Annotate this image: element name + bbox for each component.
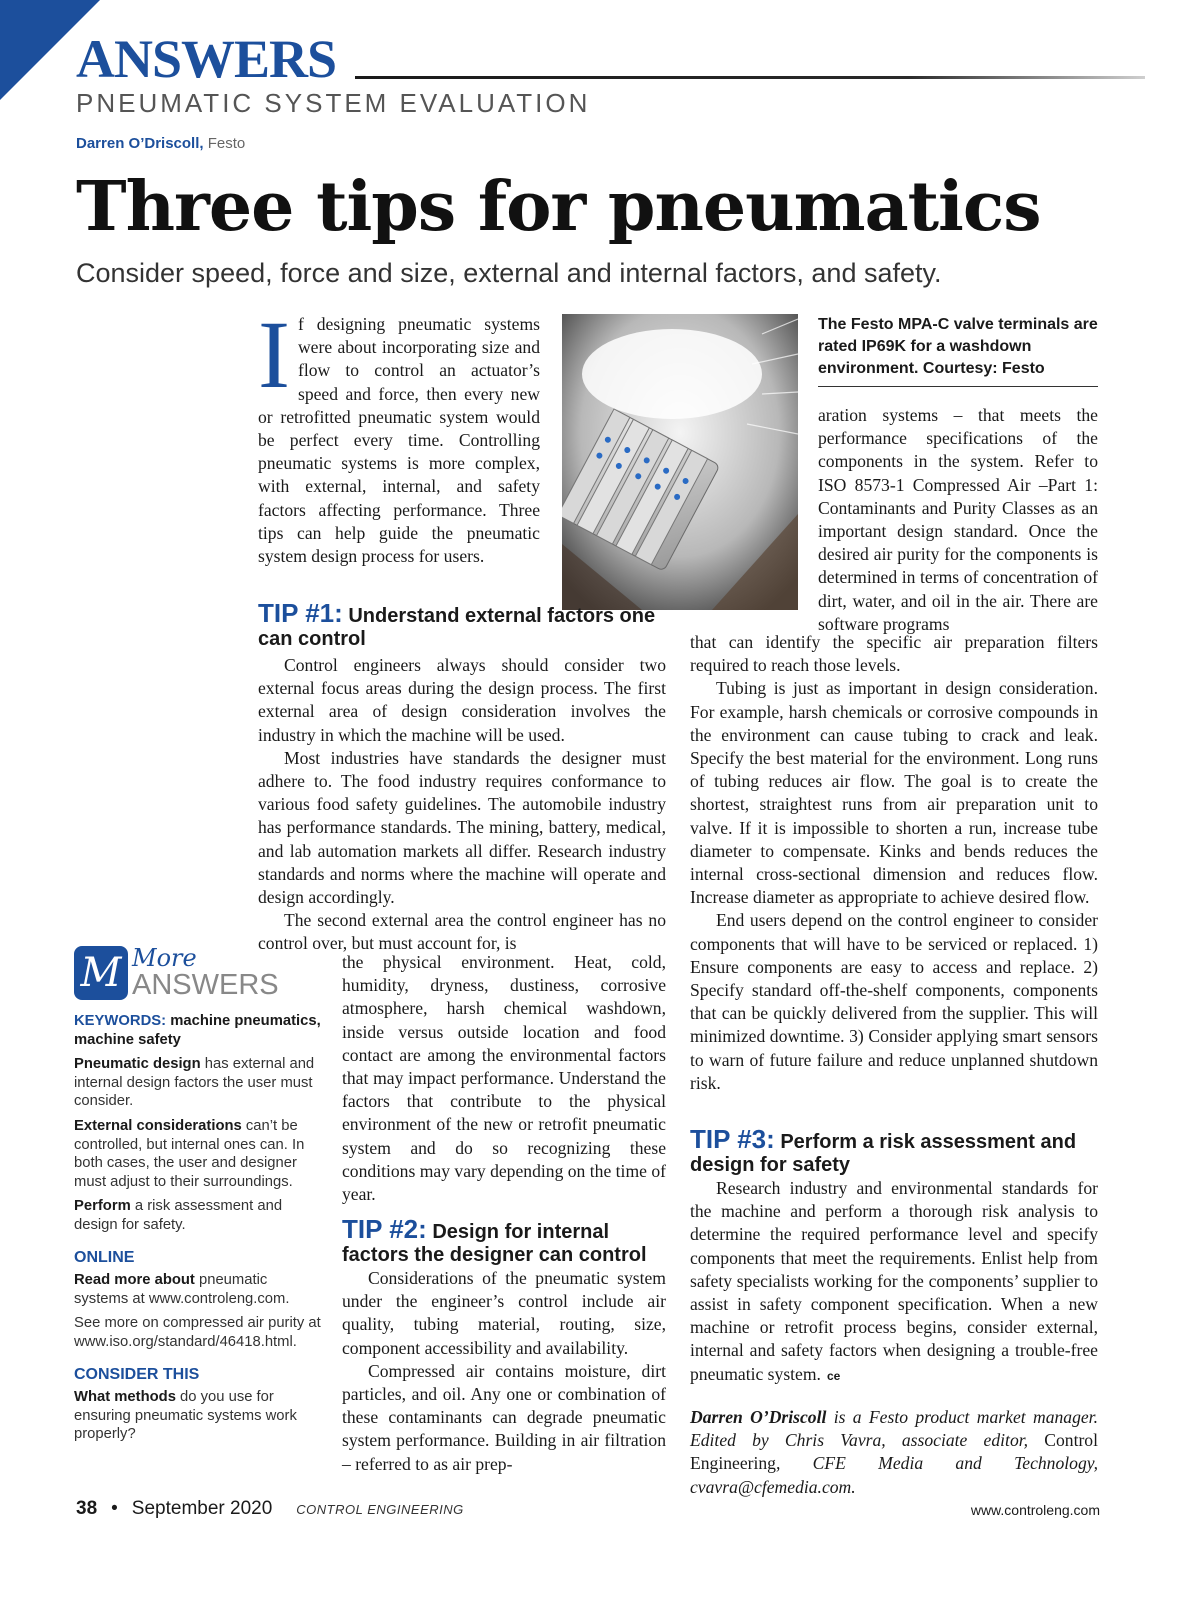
sidebar-item-text: has external and internal design factors the user must consider. <box>74 1056 315 1110</box>
keywords-label: KEYWORDS: <box>74 1013 167 1029</box>
sidebar-item <box>74 1197 322 1234</box>
sidebar-item-text: a risk assessment and design for safety. <box>74 1198 283 1233</box>
magazine-name: CONTROL ENGINEERING <box>296 1502 464 1517</box>
sidebar-item-bold: Perform <box>74 1198 131 1215</box>
tip2-title: Design for internal factors the designer can control <box>342 1221 647 1266</box>
sidebar-item <box>74 1055 322 1111</box>
tip3-text: Research industry and environmental standards for the machine and perform a thorough risk analysis to determine the required performance level and specify components that meet the requirements. Enlist help from safety specialists working for the components’ supplier to assist in safety component specification. When a new machine or retrofit process begins, consider external, internal and safety factors when designing a trouble-free pneumatic system. <box>690 1178 1098 1384</box>
author-company: Festo <box>207 135 246 152</box>
tip3-paragraph-1 <box>690 1177 1098 1388</box>
author-name: Darren O’Driscoll, <box>76 135 204 152</box>
tip1-paragraph-2: Most industries have standards the designer must adhere to. The food industry requires conformance to various food safety guidelines. The automobile industry has performance standards. The mining, battery, medical, and lab automation markets all differ. Research industry standards and norms where the machine will operate and design accordingly. <box>258 747 666 908</box>
col3-paragraph-2: Tubing is just as important in design consideration. For example, harsh chemicals or corrosive compounds in the environment can cause tubing to crack and leak. Specify the best material for the environment. Long runs of tubing reduces air flow. The goal is to create the shortest, straightest runs from air preparation unit to valve. If it is impossible to shorten a run, increase tube diameter to compensate. Kinks and bends reduces the internal cross-sectional dimension and reduces flow. Increase diameter as appropriate to achieve desired flow. <box>690 678 1098 908</box>
online-link[interactable] <box>74 1271 322 1308</box>
logo-more: More <box>132 944 197 972</box>
tip1-number: TIP #1: <box>258 598 343 628</box>
sidebar-item <box>74 1117 322 1191</box>
column3-top <box>818 404 1098 636</box>
iso-link[interactable]: See more on compressed air purity at www.iso.org/standard/46418.html. <box>74 1315 321 1350</box>
footer-left <box>76 1498 464 1520</box>
tip2-number: TIP #2: <box>342 1214 427 1244</box>
tip1-heading <box>258 598 666 651</box>
more-answers-sidebar <box>74 946 322 1450</box>
consider-question <box>74 1388 322 1444</box>
sidebar-item-bold: Pneumatic design <box>74 1056 201 1073</box>
online-heading: ONLINE <box>74 1248 135 1266</box>
tip1-body <box>258 654 666 956</box>
intro-text <box>258 301 540 568</box>
footer-url[interactable]: www.controleng.com <box>970 1502 1100 1518</box>
sidebar-item-text: can’t be controlled, but internal ones can. In both cases, the user and designer must adjust to their surroundings. <box>74 1117 305 1190</box>
intro-paragraph: f designing pneumatic systems were about incorporating size and flow to control an actuator’s speed and force, then every new or retrofitted pneumatic system would be perfect every time. Controlling pneumatic systems is more complex, with external, internal, and safety factors affecting performance. Three tips can help guide the pneumatic system design process for users. <box>258 314 540 567</box>
page-number: 38 <box>76 1498 98 1519</box>
tip3-section <box>690 1124 1098 1388</box>
online-bold: Read more about <box>74 1272 195 1289</box>
author-bio <box>690 1406 1098 1499</box>
issue-date: September 2020 <box>131 1498 273 1519</box>
tip2-paragraph-1: Considerations of the pneumatic system under the engineer’s control include air quality, tubing material, routing, size, component accessibility and availability. <box>342 1268 666 1358</box>
consider-bold: What methods <box>74 1389 176 1406</box>
bio-tail: , CFE Media and Technology, cvavra@cfemedia.com. <box>690 1453 1098 1497</box>
header-rule <box>355 76 1145 79</box>
byline <box>76 135 245 152</box>
drop-cap: I <box>258 301 290 408</box>
keywords <box>74 1012 322 1049</box>
logo-answers: ANSWERS <box>132 969 279 1001</box>
tip1-continued <box>342 951 666 1206</box>
sidebar-item-bold: External considerations <box>74 1117 242 1134</box>
tip1-paragraph-3-continued: the physical environment. Heat, cold, humidity, dryness, dustiness, corrosive atmosphere, harsh chemical washdown, inside versus outside location and food contact are among the environmental factors that may impact performance. Understand the factors that contribute to the physical environment of the new or retrofit pneumatic system and do so recognizing these conditions may vary depending on the time of year. <box>342 952 666 1205</box>
col3-paragraph-1a: aration systems – that meets the performance specifications of the components in the system. Refer to ISO 8573-1 Compressed Air –Part 1: Contaminants and Purity Classes as an important design standard. Once the desired air purity for the components is determined in terms of concentration of dirt, water, and oil in the air. There are software programs <box>818 405 1098 634</box>
more-answers-logo <box>74 946 322 1002</box>
logo-m: M <box>74 946 128 1000</box>
tip2-paragraph-2: Compressed air contains moisture, dirt particles, and oil. Any one or combination of these contaminants can degrade pneumatic system performance. Building in air filtration – referred to as air prep- <box>342 1360 666 1474</box>
tip2-section <box>342 1214 666 1476</box>
keywords-text: machine pneumatics, machine safety <box>74 1013 321 1048</box>
consider-text: do you use for ensuring pneumatic systems work properly? <box>74 1389 297 1443</box>
bio-publication: Control Engineering <box>690 1430 1098 1474</box>
col3-paragraph-1b: that can identify the specific air preparation filters required to reach those levels. <box>690 632 1098 676</box>
tip1-title: Understand external factors one can control <box>258 605 656 650</box>
column3-body <box>690 631 1098 1095</box>
bio-name: Darren O’Driscoll <box>690 1407 827 1427</box>
section-subtitle: PNEUMATIC SYSTEM EVALUATION <box>76 88 591 118</box>
footer-bullet: • <box>111 1498 118 1519</box>
tip3-title: Perform a risk assessment and design for safety <box>690 1131 1077 1176</box>
valve-terminal-photo <box>562 314 798 610</box>
photo-caption: The Festo MPA-C valve terminals are rated IP69K for a washdown environment. Courtesy: Festo <box>818 314 1098 387</box>
end-mark: ce <box>826 1368 841 1383</box>
section-title: ANSWERS <box>76 29 337 89</box>
tip1-paragraph-1: Control engineers always should consider two external focus areas during the design process. The first external area of design consideration involves the industry in which the machine will be used. <box>258 655 666 745</box>
tip1-paragraph-3-start: The second external area the control engineer has no control over, but must account for, is <box>258 910 666 954</box>
tip3-number: TIP #3: <box>690 1124 775 1154</box>
col3-paragraph-3: End users depend on the control engineer to consider components that will have to be serviced or replaced. 1) Ensure components are easy to access and replace. 2) Specify standard off-the-shelf components, components that can be quickly delivered from the supplier. This will minimized downtime. 3) Consider applying smart sensors to warn of future failure and reduce unplanned shutdown risk. <box>690 910 1098 1093</box>
bio-role: is a Festo product market manager. Edited by Chris Vavra, associate editor, <box>690 1407 1098 1451</box>
consider-heading: CONSIDER THIS <box>74 1365 200 1383</box>
headline: Three tips for pneumatics <box>76 167 1041 247</box>
online-text: pneumatic systems at www.controleng.com. <box>74 1272 290 1307</box>
deck: Consider speed, force and size, external and internal factors, and safety. <box>76 258 942 288</box>
